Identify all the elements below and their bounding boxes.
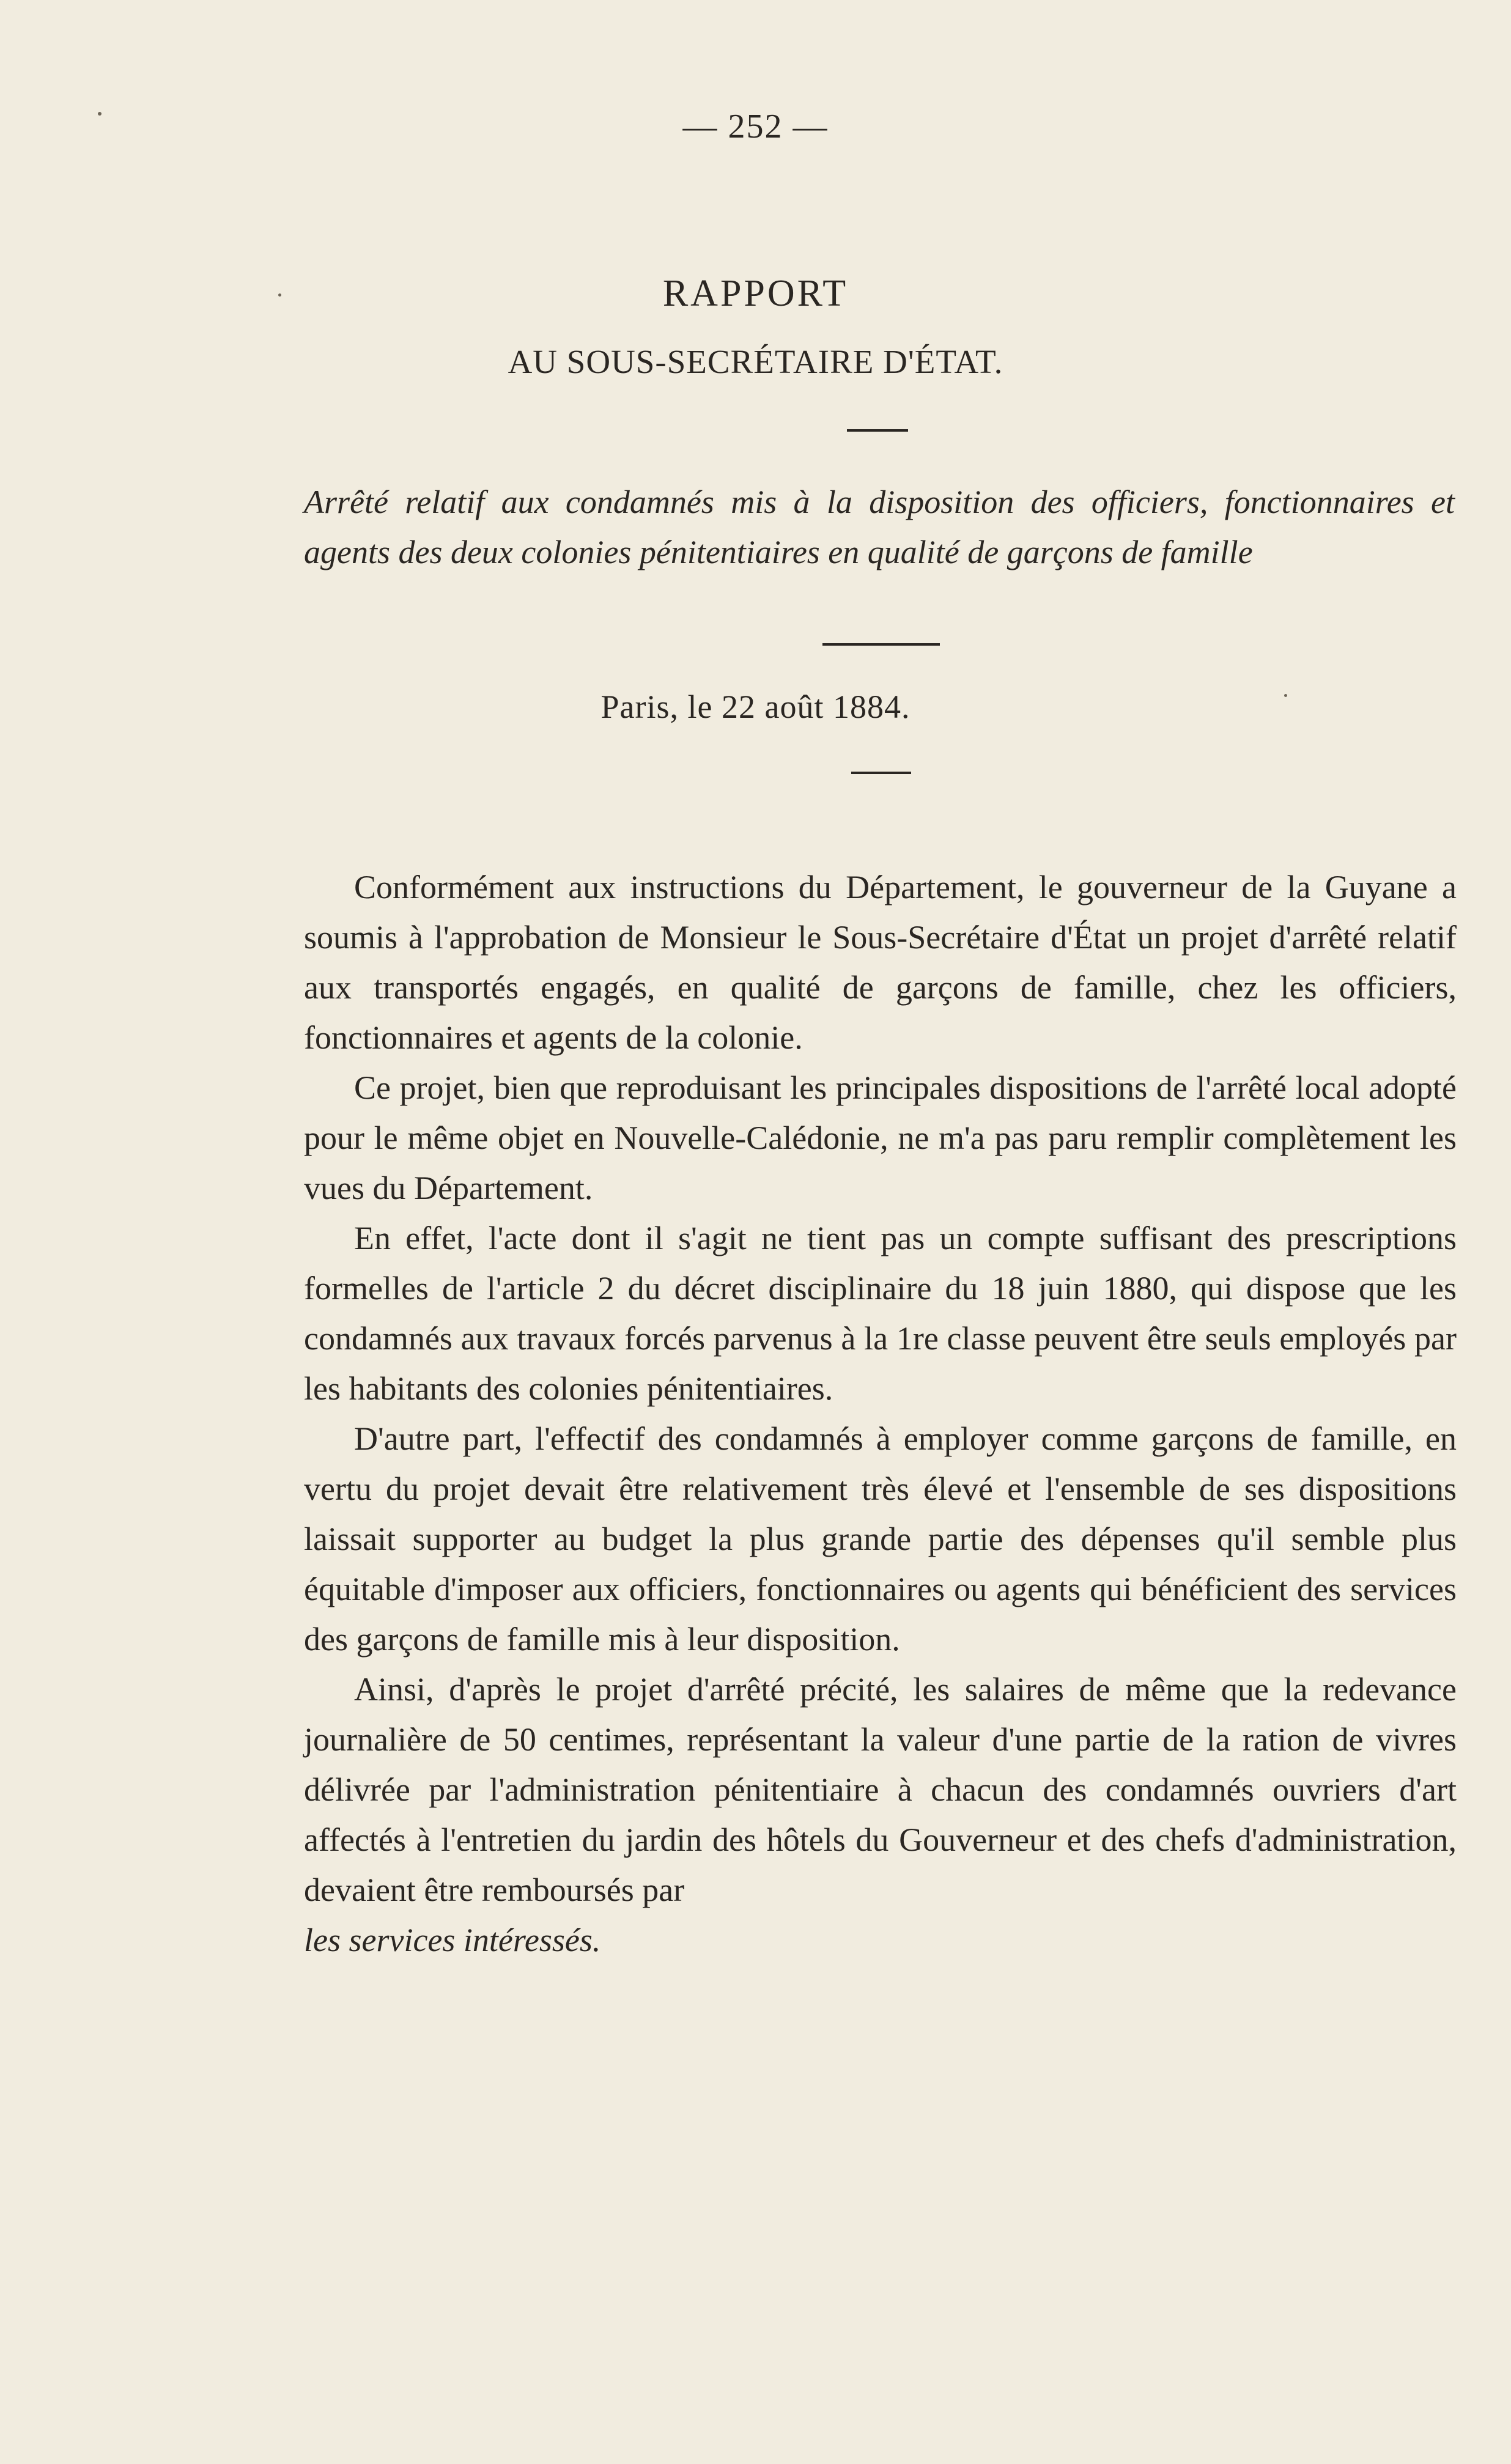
paper-speck <box>1284 694 1287 697</box>
paragraph: Ce projet, bien que reproduisant les principales dispositions de l'arrêté local adopté pour le même objet en Nouvelle-Calédonie, ne m'a pas paru remplir complètement les vues du Département. <box>304 1069 1457 1206</box>
paragraph: D'autre part, l'effectif des condamnés à employer comme garçons de famille, en vertu du projet devait être relativement très élevé et l'ensemble de ses dispositions laissait supporter au budget la plus grande partie des dépenses qu'il semble plus équitable d'imposer aux officiers, fonctionnaires ou agents qui bénéficient des services des garçons de famille mis à leur disposition. <box>304 1420 1457 1658</box>
paragraph: Ainsi, d'après le projet d'arrêté précité, les salaires de même que la redevance journalière de 50 centimes, représentant la valeur d'une partie de la ration de vivres délivrée par l'administration pénitentiaire à chacun des condamnés ouvriers d'art affectés à l'entretien du jardin des hôtels du Gouverneur et des chefs d'administration, devaient être remboursés par <box>304 1671 1457 1908</box>
paper-speck <box>98 112 102 116</box>
page-number: — 252 — <box>682 108 829 146</box>
arrete-heading: Arrêté relatif aux condamnés mis à la disposition des officiers, fonctionnaires et agents des deux colonies pénitentiaires en qualité de garçons de famille <box>304 484 1455 570</box>
divider-rule <box>822 643 940 646</box>
report-title: RAPPORT <box>662 273 849 314</box>
report-subtitle: AU SOUS-SECRÉTAIRE D'ÉTAT. <box>508 343 1003 380</box>
paper-speck <box>278 293 281 297</box>
report-body <box>304 862 1457 1965</box>
closing-italic-text: les services intéressés. <box>304 1922 601 1958</box>
paragraph: Conformément aux instructions du Département, le gouverneur de la Guyane a soumis à l'approbation de Monsieur le Sous-Secrétaire d'État un projet d'arrêté relatif aux transportés engagés, en qualité de garçons de famille, chez les officiers, fonctionnaires et agents de la colonie. <box>304 869 1457 1056</box>
divider-rule <box>851 772 911 774</box>
dateline: Paris, le 22 août 1884. <box>600 688 911 725</box>
closing-line <box>304 1915 1457 1965</box>
paragraph: En effet, l'acte dont il s'agit ne tient pas un compte suffisant des prescriptions formelles de l'article 2 du décret disciplinaire du 18 juin 1880, qui dispose que les condamnés aux travaux forcés parvenus à la 1re classe peuvent être seuls employés par les habitants des colonies pénitentiaires. <box>304 1220 1457 1407</box>
divider-rule <box>847 429 908 432</box>
